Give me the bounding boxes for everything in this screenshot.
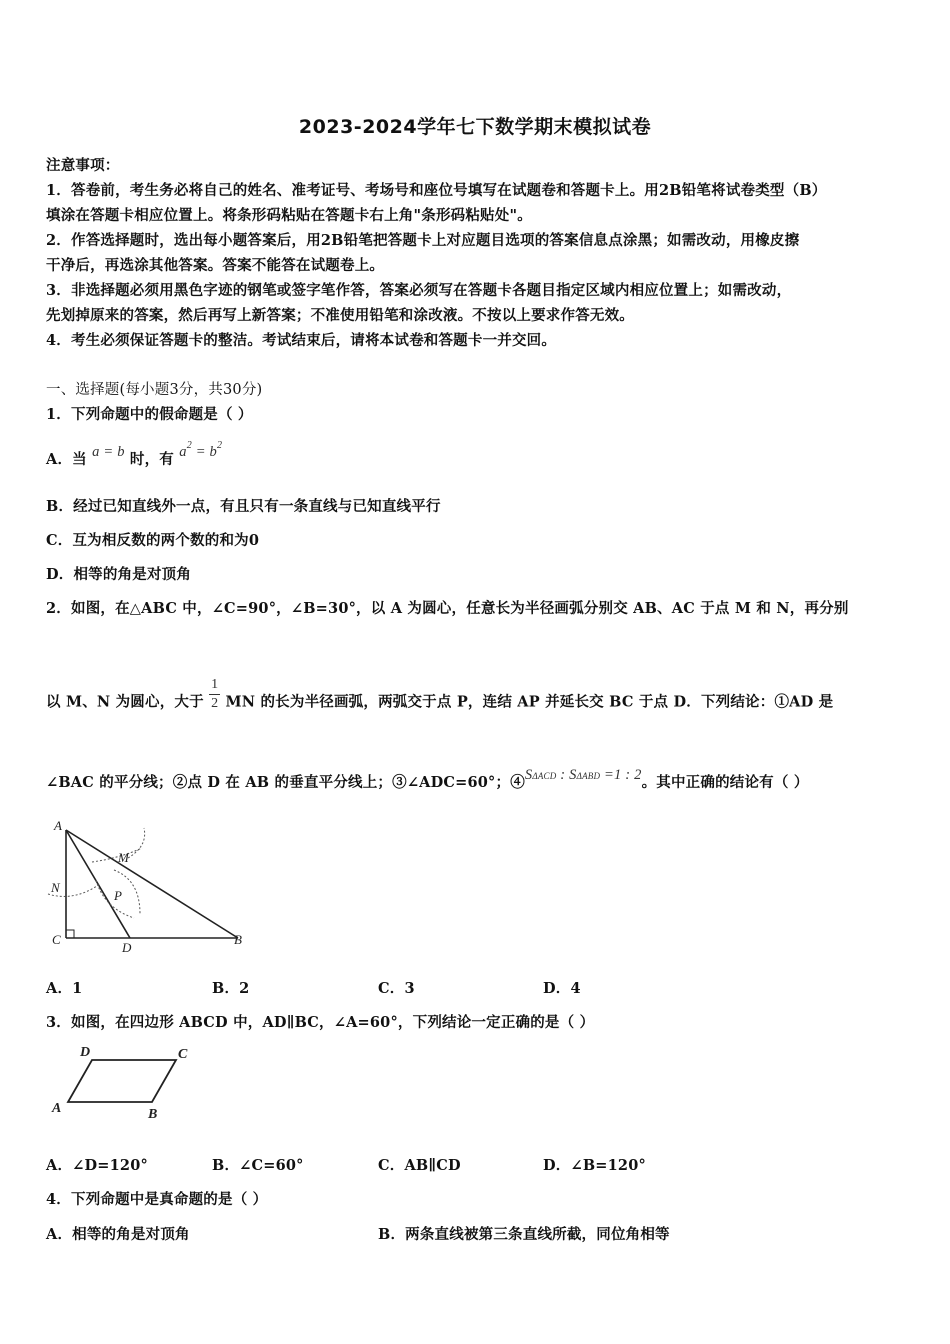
notice-line: 4．考生必须保证答题卡的整洁。考试结束后，请将本试卷和答题卡一并交回。 — [46, 332, 557, 349]
option-b: B．2 — [212, 980, 250, 997]
math-expression: a = b — [92, 444, 125, 460]
question-stem: 以 M、N 为圆心，大于 $\frac{1}{2}$ MN 的长为半径画弧，两弧交于点 P，连结 AP 并延长交 BC 于点 D．下列结论：①AD 是 — [46, 677, 834, 711]
option-a: A．相等的角是对顶角 — [46, 1226, 190, 1243]
label-m: M — [118, 850, 129, 865]
option-b: B．∠C=60° — [212, 1157, 304, 1174]
option-text: 时，有 — [129, 451, 175, 468]
notice-line: 3．非选择题必须用黑色字迹的钢笔或签字笔作答，答案必须写在答题卡各题目指定区域内相应位置上；如需改动， — [46, 282, 792, 299]
option-d: D．∠B=120° — [543, 1157, 646, 1174]
question-stem: ∠BAC 的平分线；②点 D 在 AB 的垂直平分线上；③∠ADC=60°；④SΔACD : SΔABD =1 : 2。其中正确的结论有（ ） — [46, 767, 809, 791]
parallelogram-figure — [44, 1040, 204, 1125]
option-d: D．4 — [543, 980, 581, 997]
notice-line: 先划掉原来的答案，然后再写上新答案；不准使用铅笔和涂改液。不按以上要求作答无效。 — [46, 307, 634, 324]
label-d: D — [122, 940, 132, 955]
label-c: C — [52, 932, 61, 947]
label-n: N — [51, 880, 60, 895]
notice-line: 2．作答选择题时，选出每小题答案后，用2B铅笔把答题卡上对应题目选项的答案信息点涂黑；如需改动，用橡皮擦 — [46, 232, 800, 249]
notice-line: 填涂在答题卡相应位置上。将条形码粘贴在答题卡右上角"条形码粘贴处"。 — [46, 207, 532, 224]
label-p: P — [114, 888, 122, 903]
label-c: C — [178, 1047, 188, 1062]
option-a — [46, 440, 223, 469]
label-a: A — [54, 818, 62, 833]
label-b: B — [148, 1107, 158, 1122]
question-stem: 2．如图，在△ABC 中，∠C=90°，∠B=30°，以 A 为圆心，任意长为半径画弧分别交 AB、AC 于点 M 和 N，再分别 — [46, 600, 849, 617]
option-b: B．经过已知直线外一点，有且只有一条直线与已知直线平行 — [46, 498, 441, 515]
label-d: D — [80, 1045, 91, 1060]
fraction: $\frac{1}{2}$ — [211, 677, 219, 711]
triangle-figure — [44, 818, 254, 958]
page-title: 2023-2024学年七下数学期末模拟试卷 — [298, 116, 652, 138]
section-heading: 一、选择题(每小题3分，共30分) — [46, 382, 263, 398]
label-b: B — [234, 932, 242, 947]
question-stem: 3．如图，在四边形 ABCD 中，AD∥BC，∠A=60°，下列结论一定正确的是（ ） — [46, 1014, 595, 1031]
notice-heading: 注意事项： — [46, 157, 120, 174]
question-stem: 4．下列命题中是真命题的是（ ） — [46, 1191, 268, 1208]
option-label: A．当 — [46, 451, 87, 468]
notice-line: 1．答卷前，考生务必将自己的姓名、准考证号、考场号和座位号填写在试题卷和答题卡上。用2B铅笔将试卷类型（B） — [46, 182, 827, 199]
area-ratio: SΔACD : SΔABD =1 : 2 — [524, 767, 642, 783]
option-a: A．∠D=120° — [46, 1157, 148, 1174]
label-a: A — [52, 1101, 62, 1116]
option-a: A．1 — [46, 980, 83, 997]
option-c: C．互为相反数的两个数的和为0 — [46, 532, 260, 549]
option-c: C．AB∥CD — [378, 1157, 461, 1174]
question-stem: 1．下列命题中的假命题是（ ） — [46, 406, 253, 423]
math-expression: $a^2 = b^2$ — [179, 440, 223, 460]
option-d: D．相等的角是对顶角 — [46, 566, 192, 583]
option-c: C．3 — [378, 980, 415, 997]
notice-line: 干净后，再选涂其他答案。答案不能答在试题卷上。 — [46, 257, 385, 274]
option-b: B．两条直线被第三条直线所截，同位角相等 — [378, 1226, 670, 1243]
